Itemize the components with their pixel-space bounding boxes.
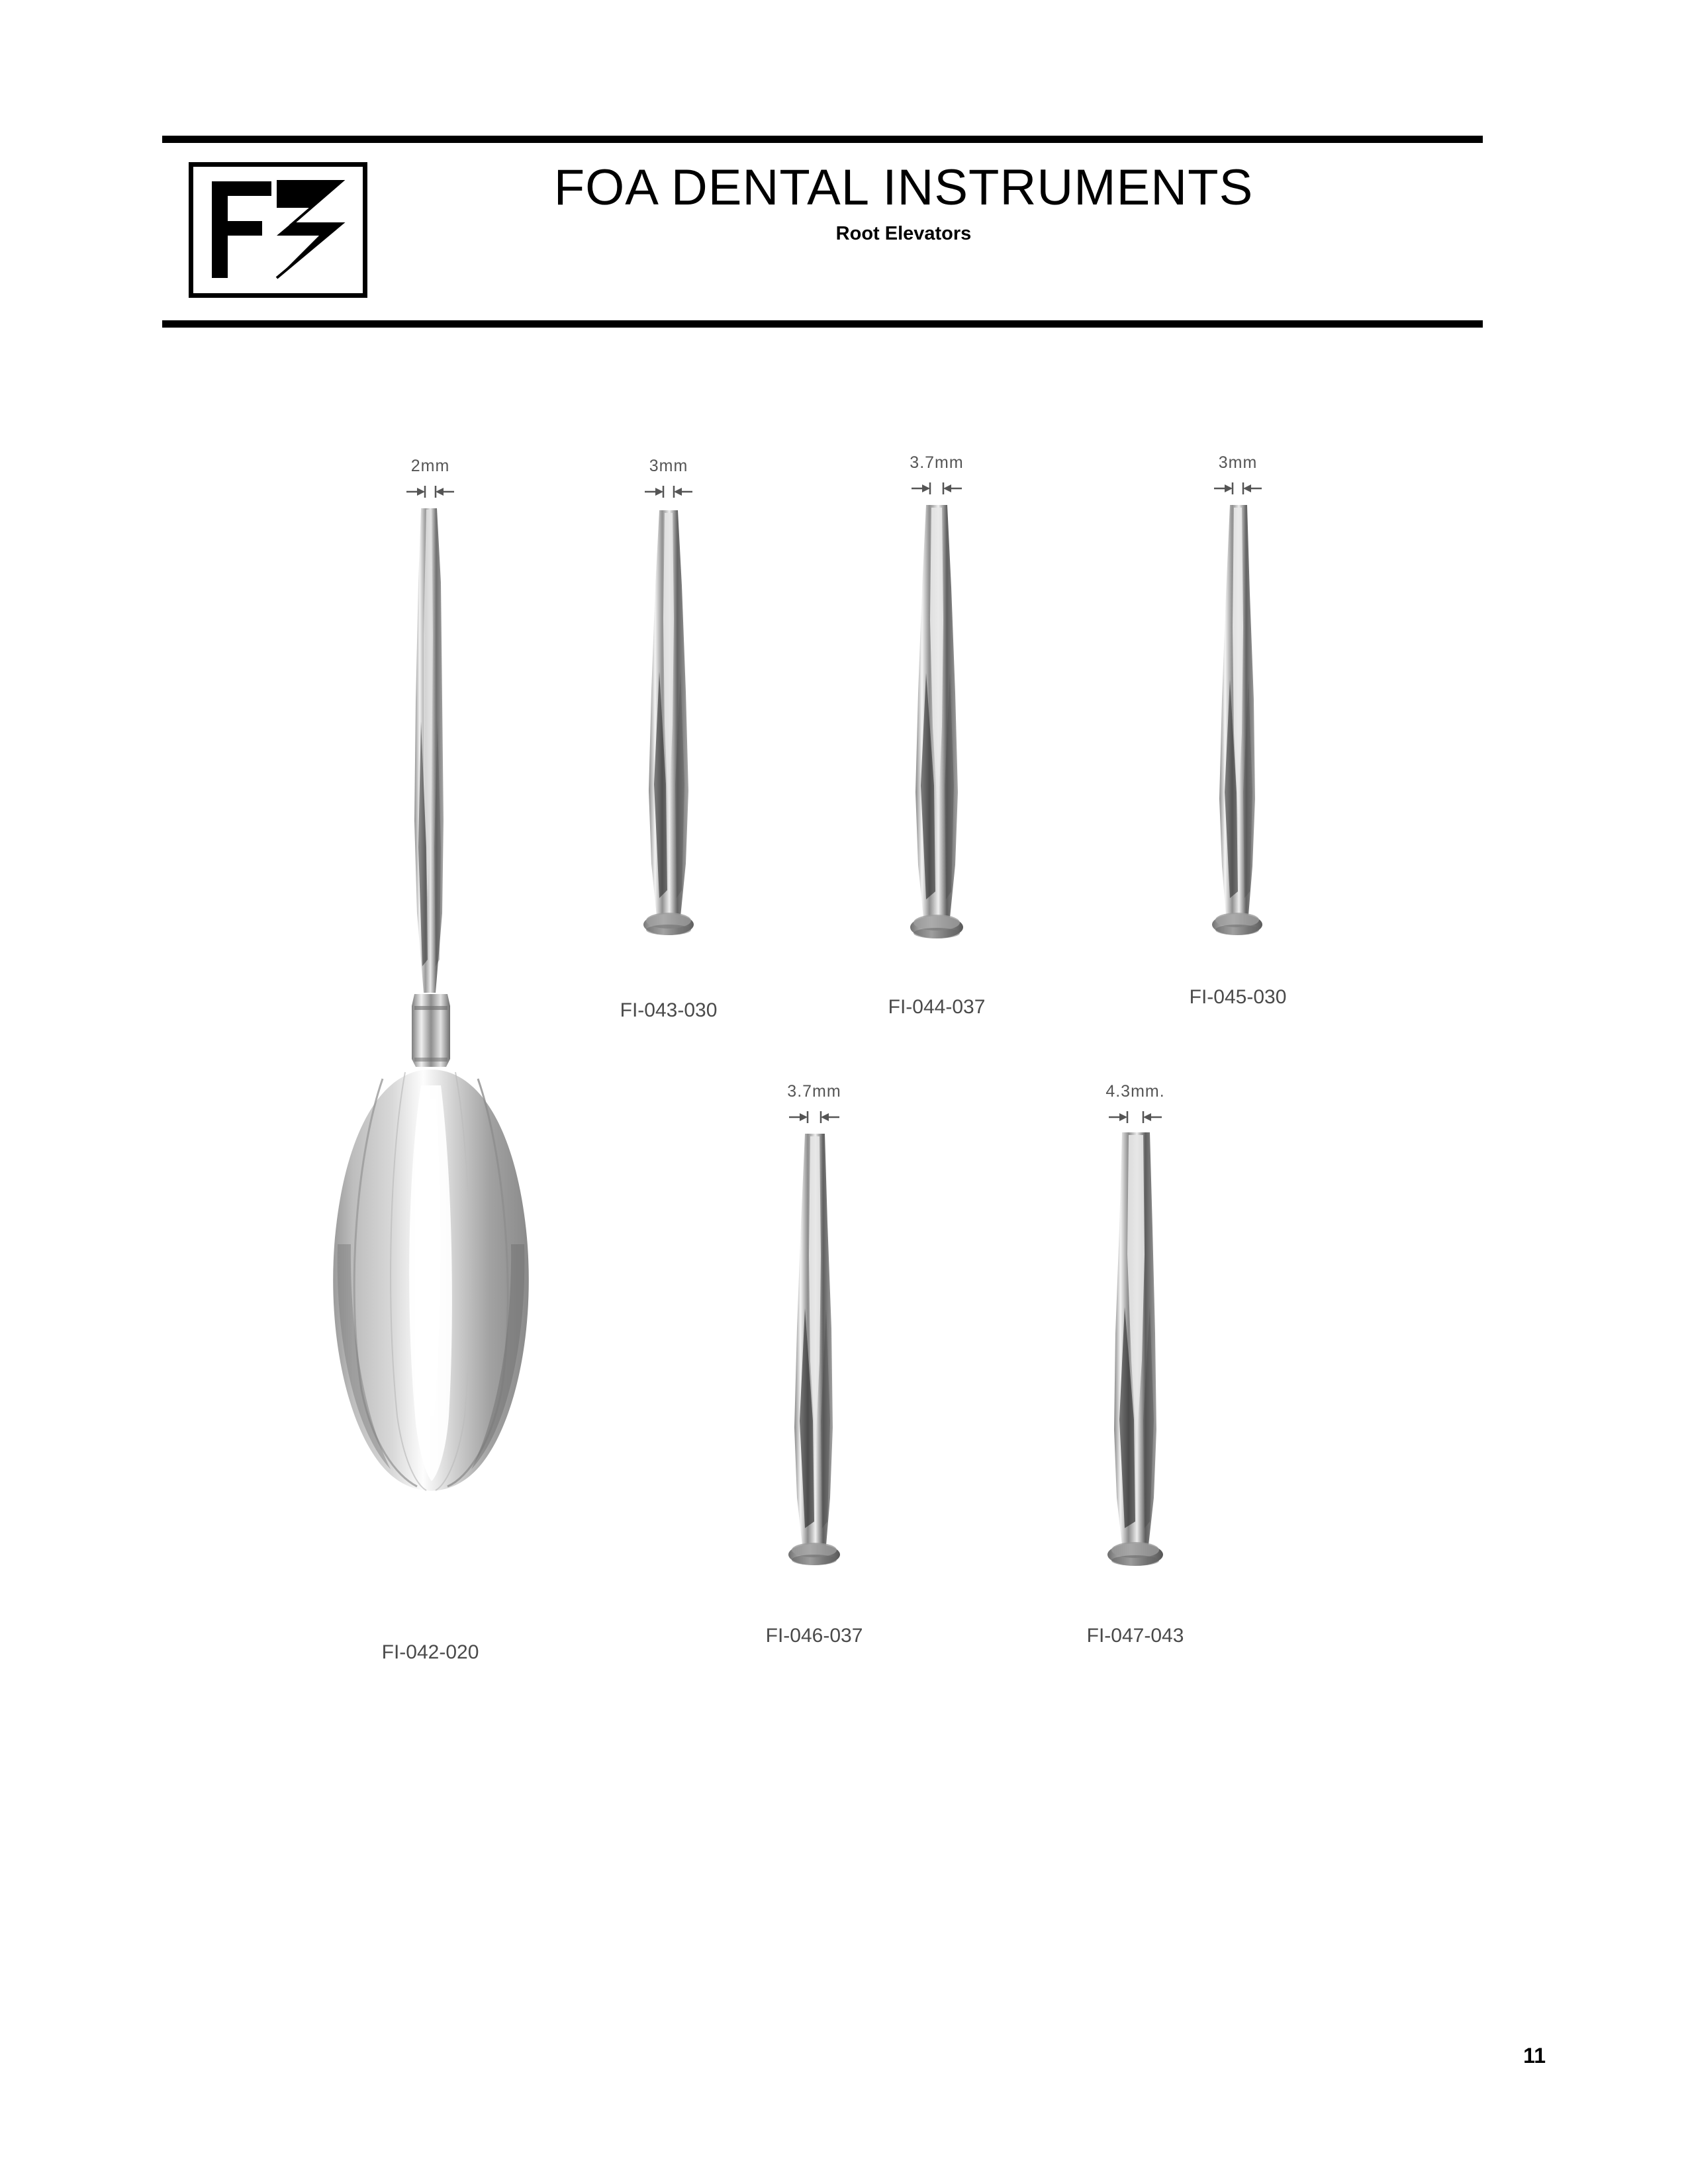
dimension-label: 4.3mm. <box>1105 1082 1165 1101</box>
instrument-code: FI-047-043 <box>1086 1625 1184 1647</box>
instrument-code: FI-043-030 <box>620 999 718 1021</box>
dimension-label: 3mm <box>1218 453 1258 472</box>
instrument-code: FI-042-020 <box>381 1641 479 1663</box>
instrument-code: FI-044-037 <box>888 996 986 1018</box>
page-title: FOA DENTAL INSTRUMENTS <box>553 159 1254 216</box>
dimension-label: 2mm <box>410 457 450 475</box>
instrument-illustration <box>1165 501 1311 968</box>
dimension-label: 3mm <box>649 457 688 475</box>
instrument-code: FI-046-037 <box>765 1625 863 1647</box>
dimension-label: 3.7mm <box>787 1082 841 1101</box>
instrument-fi-046-037 <box>702 1082 927 1664</box>
instrument-illustration <box>741 1130 887 1596</box>
instrument-fi-043-030 <box>556 457 781 1039</box>
dimension-label: 3.7mm <box>910 453 964 472</box>
instrument-fi-047-043 <box>1023 1082 1248 1664</box>
dimension-arrows <box>897 481 976 496</box>
section-title: Root Elevators <box>835 223 972 245</box>
instrument-illustration <box>864 501 1009 968</box>
instrument-fi-045-030 <box>1125 453 1350 1036</box>
dimension-arrows <box>391 484 470 499</box>
dimension-arrows <box>774 1110 854 1124</box>
dimension-arrows <box>629 484 708 499</box>
instrument-code: FI-045-030 <box>1189 986 1287 1008</box>
dimension-arrows <box>1198 481 1278 496</box>
instrument-illustration <box>285 503 576 1612</box>
instrument-illustration <box>596 506 741 966</box>
instrument-fi-042-020 <box>285 457 576 1694</box>
dimension-arrows <box>1096 1110 1175 1124</box>
instrument-illustration <box>1062 1128 1208 1595</box>
page-number: 11 <box>1523 2044 1546 2068</box>
instrument-fi-044-037 <box>824 453 1049 1036</box>
